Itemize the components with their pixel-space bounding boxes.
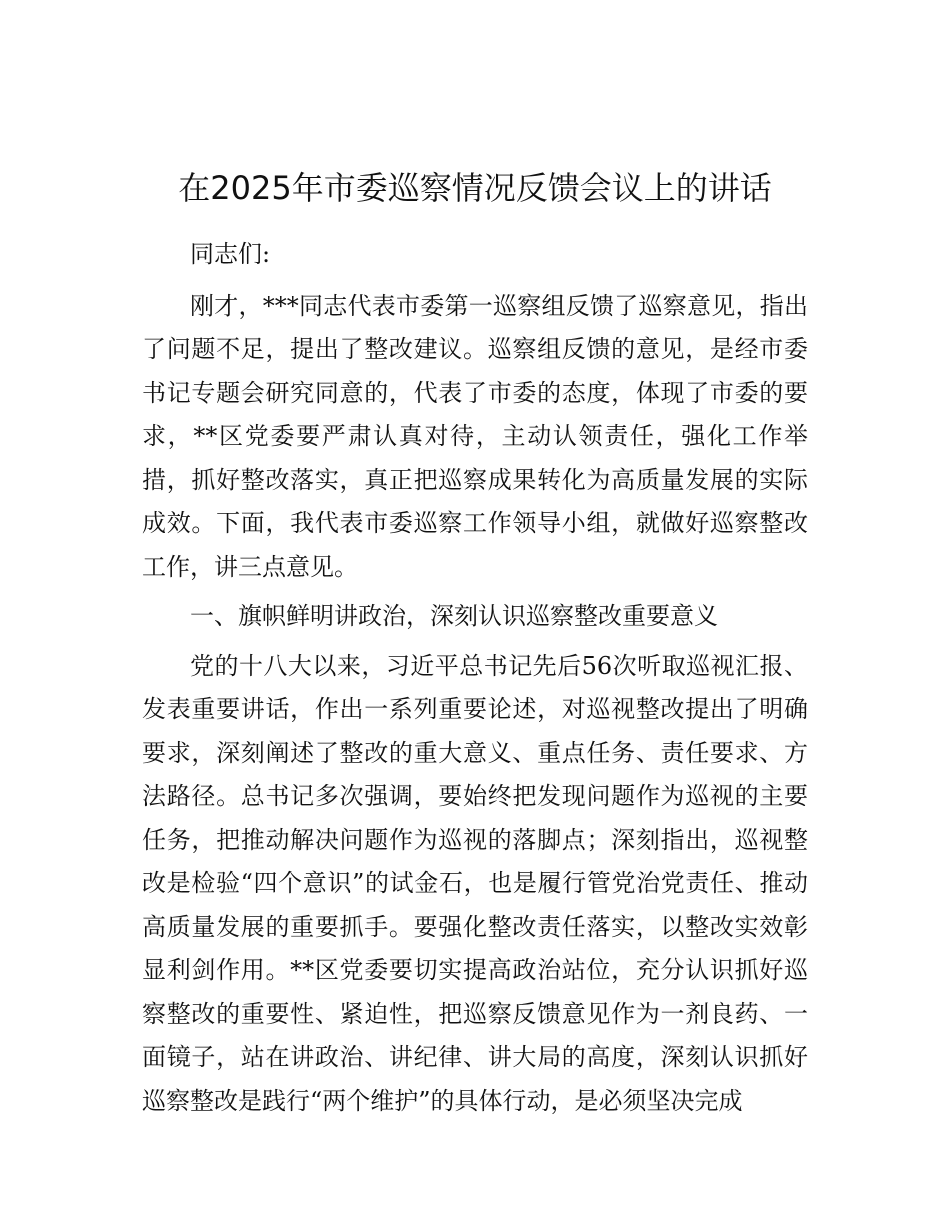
document-title: 在2025年市委巡察情况反馈会议上的讲话	[178, 169, 772, 207]
paragraph-opening: 刚才，***同志代表市委第一巡察组反馈了巡察意见，指出了问题不足，提出了整改建议。巡察组反馈的意见，是经市委书记专题会研究同意的，代表了市委的态度，体现了市委的要求，**区党委要严肃认真对待，主动认领责任，强化工作举措，抓好整改落实，真正把巡察成果转化为高质量发展的实际成效。下面，我代表市委巡察工作领导小组，就做好巡察整改工作，讲三点意见。	[142, 291, 808, 581]
section-heading-1: 一、旗帜鲜明讲政治，深刻认识巡察整改重要意义	[190, 602, 718, 630]
salutation: 同志们:	[190, 240, 271, 268]
paragraph-section-1: 党的十八大以来，习近平总书记先后56次听取巡视汇报、发表重要讲话，作出一系列重要论述，对巡视整改提出了明确要求，深刻阐述了整改的重大意义、重点任务、责任要求、方法路径。总书记多次强调，要始终把发现问题作为巡视的主要任务，把推动解决问题作为巡视的落脚点；深刻指出，巡视整改是检验“四个意识”的试金石，也是履行管党治党责任、推动高质量发展的重要抓手。要强化整改责任落实，以整改实效彰显利剑作用。**区党委要切实提高政治站位，充分认识抓好巡察整改的重要性、紧迫性，把巡察反馈意见作为一剂良药、一面镜子，站在讲政治、讲纪律、讲大局的高度，深刻认识抓好巡察整改是践行“两个维护”的具体行动，是必须坚决完成	[142, 651, 808, 1115]
document-body	[142, 233, 808, 1123]
